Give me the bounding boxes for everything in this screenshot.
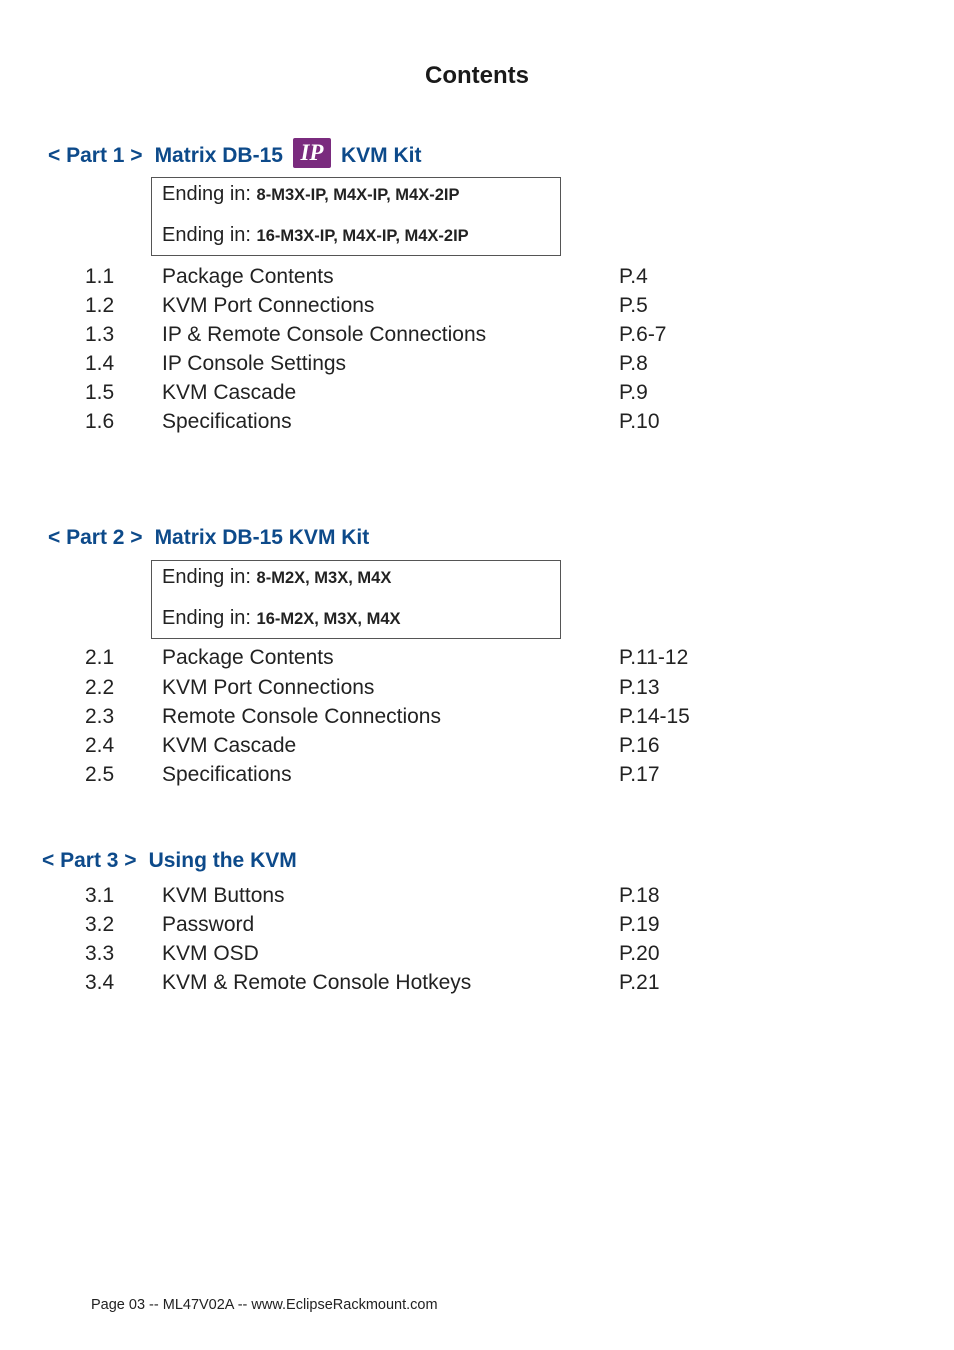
entry-number: 2.2: [85, 676, 115, 699]
ending-codes: 8-M3X-IP, M4X-IP, M4X-2IP: [256, 186, 460, 204]
entry-page: P.17: [619, 763, 660, 786]
part-3-label: < Part 3 >: [42, 849, 137, 872]
entry-title: Remote Console Connections: [162, 705, 441, 728]
entry-number: 2.5: [85, 763, 115, 786]
toc-entry[interactable]: [0, 971, 954, 1000]
part-3-heading: [42, 849, 297, 873]
toc-entry[interactable]: [0, 734, 954, 763]
entry-page: P.20: [619, 942, 660, 965]
entry-number: 2.4: [85, 734, 115, 757]
part-2-heading: [48, 526, 369, 550]
entry-page: P.9: [619, 381, 648, 404]
entry-page: P.11-12: [619, 646, 689, 669]
entry-title: KVM Port Connections: [162, 676, 375, 699]
entry-number: 3.3: [85, 942, 115, 965]
toc-entry[interactable]: [0, 763, 954, 792]
entry-title: Password: [162, 913, 255, 936]
entry-page: P.8: [619, 352, 648, 375]
ending-line: [162, 183, 460, 206]
toc-entry[interactable]: [0, 294, 954, 323]
entry-page: P.10: [619, 410, 660, 433]
ending-line: [162, 566, 391, 589]
part-3-name: Using the KVM: [148, 849, 297, 872]
entry-page: P.5: [619, 294, 648, 317]
entry-number: 3.2: [85, 913, 115, 936]
ending-prefix: Ending in:: [162, 566, 251, 588]
entry-number: 3.4: [85, 971, 115, 994]
toc-entry[interactable]: [0, 913, 954, 942]
entry-number: 3.1: [85, 884, 115, 907]
entry-title: Package Contents: [162, 646, 334, 669]
entry-title: KVM OSD: [162, 942, 259, 965]
part-2-label: < Part 2 >: [48, 526, 143, 549]
entry-page: P.14-15: [619, 705, 690, 728]
entry-number: 1.2: [85, 294, 115, 317]
page-footer: Page 03 -- ML47V02A -- www.EclipseRackmount.com: [91, 1297, 438, 1313]
part-1-label: < Part 1 >: [48, 143, 143, 167]
entry-title: KVM Port Connections: [162, 294, 375, 317]
ending-line: [162, 224, 469, 247]
page-title: Contents: [425, 62, 529, 89]
entry-title: Specifications: [162, 410, 292, 433]
part-2-name: Matrix DB-15 KVM Kit: [154, 526, 370, 549]
ending-prefix: Ending in:: [162, 607, 251, 629]
ending-prefix: Ending in:: [162, 224, 251, 246]
part-1-heading: [48, 141, 421, 171]
entry-number: 1.1: [85, 265, 115, 288]
toc-entry[interactable]: [0, 410, 954, 439]
entry-number: 1.6: [85, 410, 115, 433]
entry-title: IP & Remote Console Connections: [162, 323, 487, 346]
entry-number: 2.3: [85, 705, 115, 728]
ending-prefix: Ending in:: [162, 183, 251, 205]
entry-number: 2.1: [85, 646, 115, 669]
ip-badge-icon: IP: [293, 138, 331, 168]
entry-number: 1.4: [85, 352, 115, 375]
toc-entry[interactable]: [0, 265, 954, 294]
ending-codes: 16-M2X, M3X, M4X: [256, 610, 401, 628]
toc-entry[interactable]: [0, 705, 954, 734]
part-1-name: Matrix DB-15: [154, 143, 283, 167]
entry-number: 1.5: [85, 381, 115, 404]
entry-title: KVM Buttons: [162, 884, 285, 907]
entry-page: P.6-7: [619, 323, 667, 346]
entry-page: P.4: [619, 265, 648, 288]
entry-page: P.13: [619, 676, 660, 699]
toc-entry[interactable]: [0, 942, 954, 971]
ending-codes: 8-M2X, M3X, M4X: [256, 569, 392, 587]
toc-entry[interactable]: [0, 884, 954, 913]
entry-title: IP Console Settings: [162, 352, 347, 375]
entry-title: KVM & Remote Console Hotkeys: [162, 971, 472, 994]
entry-page: P.18: [619, 884, 660, 907]
toc-entry[interactable]: [0, 676, 954, 705]
ending-codes: 16-M3X-IP, M4X-IP, M4X-2IP: [256, 227, 469, 245]
entry-title: KVM Cascade: [162, 381, 297, 404]
toc-entry[interactable]: [0, 323, 954, 352]
toc-entry[interactable]: [0, 646, 954, 675]
entry-title: Package Contents: [162, 265, 334, 288]
entry-page: P.21: [619, 971, 660, 994]
toc-entry[interactable]: [0, 381, 954, 410]
entry-page: P.16: [619, 734, 660, 757]
entry-number: 1.3: [85, 323, 115, 346]
entry-title: Specifications: [162, 763, 292, 786]
ending-line: [162, 607, 401, 630]
toc-entry[interactable]: [0, 352, 954, 381]
part-1-name-suffix: KVM Kit: [340, 143, 422, 167]
part-2-endings-box: [151, 560, 561, 639]
entry-page: P.19: [619, 913, 660, 936]
part-1-endings-box: [151, 177, 561, 256]
entry-title: KVM Cascade: [162, 734, 297, 757]
